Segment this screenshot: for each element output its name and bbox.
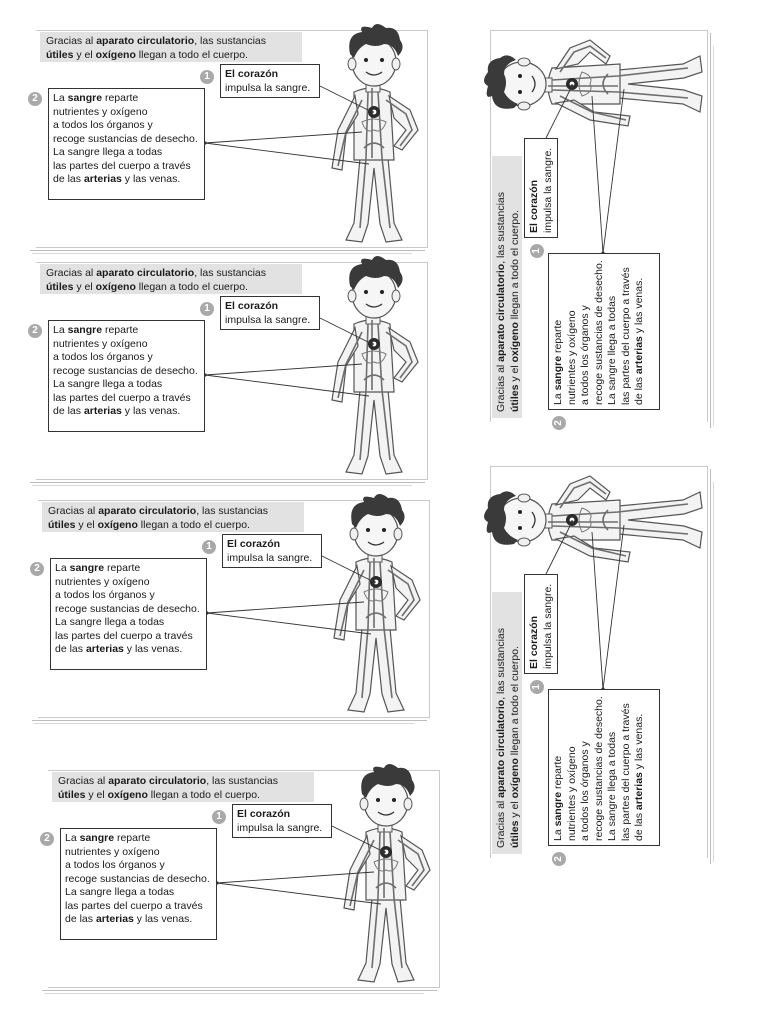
diagram-card-rotated bbox=[490, 22, 715, 426]
step-number-badge: 2 bbox=[28, 324, 42, 338]
diagram-card bbox=[44, 770, 448, 995]
step-number-badge: 2 bbox=[28, 92, 42, 106]
blood-callout: La sangre reparte nutrientes y oxígeno a todos los órganos y recoge sustancias de desecho. La sangre llega a todas las partes del cuerpo a través de las arterias y las venas. bbox=[60, 828, 217, 940]
diagram-card bbox=[32, 30, 436, 255]
blood-callout: La sangre reparte nutrientes y oxígeno a todos los órganos y recoge sustancias de desecho. La sangre llega a todas las partes del cuerpo a través de las arterias y las venas. bbox=[50, 558, 207, 670]
diagram-card bbox=[34, 500, 438, 725]
diagram-card-rotated bbox=[490, 458, 715, 862]
blood-callout: La sangre reparte nutrientes y oxígeno a todos los órganos y recoge sustancias de desecho. La sangre llega a todas las partes del cuerpo a través de las arterias y las venas. bbox=[548, 253, 660, 410]
step-number-badge: 2 bbox=[30, 562, 44, 576]
heart-callout: El corazón impulsa la sangre. bbox=[524, 574, 558, 674]
blood-callout: La sangre reparte nutrientes y oxígeno a todos los órganos y recoge sustancias de desecho. La sangre llega a todas las partes del cuerpo a través de las arterias y las venas. bbox=[48, 88, 205, 200]
heart-callout: El corazón impulsa la sangre. bbox=[220, 64, 320, 98]
header-caption: Gracias al aparato circulatorio, las sustancias útiles y el oxígeno llegan a todo el cuerpo. bbox=[492, 592, 522, 854]
step-number-badge: 1 bbox=[530, 244, 544, 258]
header-caption: Gracias al aparato circulatorio, las sustancias útiles y el oxígeno llegan a todo el cuerpo. bbox=[52, 772, 314, 802]
step-number-badge: 1 bbox=[212, 810, 226, 824]
step-number-badge: 1 bbox=[202, 540, 216, 554]
header-caption: Gracias al aparato circulatorio, las sustancias útiles y el oxígeno llegan a todo el cuerpo. bbox=[40, 32, 302, 62]
header-caption: Gracias al aparato circulatorio, las sustancias útiles y el oxígeno llegan a todo el cuerpo. bbox=[492, 156, 522, 418]
step-number-badge: 1 bbox=[200, 70, 214, 84]
step-number-badge: 2 bbox=[552, 852, 566, 866]
step-number-badge: 2 bbox=[552, 416, 566, 430]
diagram-card bbox=[32, 262, 436, 487]
step-number-badge: 1 bbox=[530, 680, 544, 694]
header-caption: Gracias al aparato circulatorio, las sustancias útiles y el oxígeno llegan a todo el cuerpo. bbox=[42, 502, 304, 532]
heart-callout: El corazón impulsa la sangre. bbox=[222, 534, 322, 568]
heart-callout: El corazón impulsa la sangre. bbox=[220, 296, 320, 330]
blood-callout: La sangre reparte nutrientes y oxígeno a todos los órganos y recoge sustancias de desecho. La sangre llega a todas las partes del cuerpo a través de las arterias y las venas. bbox=[548, 689, 660, 846]
header-caption: Gracias al aparato circulatorio, las sustancias útiles y el oxígeno llegan a todo el cuerpo. bbox=[40, 264, 302, 294]
step-number-badge: 2 bbox=[40, 832, 54, 846]
heart-callout: El corazón impulsa la sangre. bbox=[232, 804, 332, 838]
heart-callout: El corazón impulsa la sangre. bbox=[524, 138, 558, 238]
step-number-badge: 1 bbox=[200, 302, 214, 316]
blood-callout: La sangre reparte nutrientes y oxígeno a todos los órganos y recoge sustancias de desecho. La sangre llega a todas las partes del cuerpo a través de las arterias y las venas. bbox=[48, 320, 205, 432]
